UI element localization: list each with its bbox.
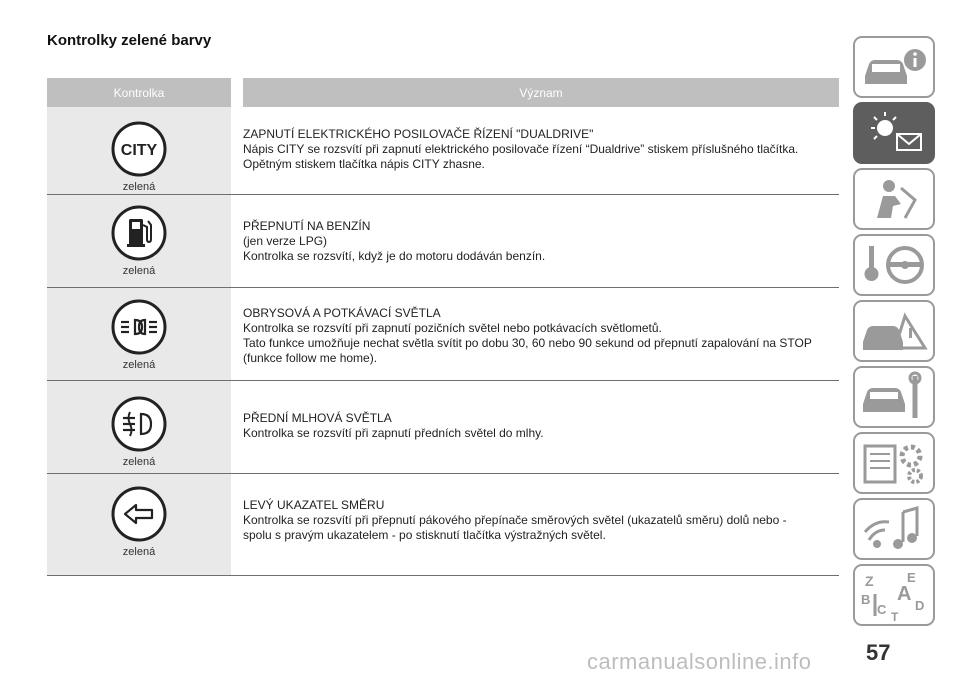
color-label: zelená	[122, 456, 156, 468]
description-line: (jen verze LPG)	[243, 234, 328, 248]
page-title: Kontrolky zelené barvy	[47, 32, 212, 49]
tab-car-accident[interactable]	[853, 300, 935, 362]
multimedia-icon	[855, 500, 933, 558]
description-title: PŘEPNUTÍ NA BENZÍN	[243, 219, 371, 233]
description-title: ZAPNUTÍ ELEKTRICKÉHO POSILOVAČE ŘÍZENÍ "DUALDRIVE"	[243, 127, 594, 141]
alphabetical-index-icon	[855, 566, 933, 624]
table-row	[47, 195, 839, 288]
index-letter: T	[891, 610, 899, 624]
index-letter: C	[877, 602, 887, 617]
steering-wheel-key-icon	[855, 236, 933, 294]
city-icon-text: CITY	[120, 142, 158, 159]
description-line: Kontrolka se rozsvítí při přepnutí pákového přepínače směrových světel (ukazatelů směru) dolů nebo -	[243, 513, 787, 527]
car-info-icon	[855, 38, 933, 96]
table-row	[47, 381, 839, 474]
description-cell	[231, 195, 839, 287]
index-letter: E	[907, 570, 916, 585]
color-label: zelená	[122, 359, 156, 371]
icon-cell	[47, 195, 231, 287]
description-title: OBRYSOVÁ A POTKÁVACÍ SVĚTLA	[243, 306, 441, 320]
header-vyznam: Význam	[243, 78, 839, 107]
page-number: 57	[866, 640, 891, 665]
warning-lights-icon	[855, 104, 933, 162]
color-label: zelená	[122, 546, 156, 558]
front-fog-light-icon	[109, 394, 169, 454]
table-row	[47, 107, 839, 195]
tab-steering-wheel-key[interactable]	[853, 234, 935, 296]
city-icon	[109, 119, 169, 179]
color-label: zelená	[122, 181, 156, 193]
index-letter: D	[915, 598, 925, 613]
description-cell	[231, 474, 839, 575]
low-beam-headlight-icon	[109, 297, 169, 357]
description-line: (funkce follow me home).	[243, 351, 378, 365]
fuel-pump-icon	[109, 203, 169, 263]
watermark: carmanualsonline.info	[587, 649, 812, 674]
description-line: Kontrolka se rozsvítí, když je do motoru dodáván benzín.	[243, 249, 546, 263]
icon-cell	[47, 474, 231, 575]
tab-warning-lights[interactable]	[853, 102, 935, 164]
table-row	[47, 288, 839, 381]
description-line: Opětným stiskem tlačítka nápis CITY zhasne.	[243, 157, 485, 171]
description-title: PŘEDNÍ MLHOVÁ SVĚTLA	[243, 411, 392, 425]
tab-passenger-safety[interactable]	[853, 168, 935, 230]
description-line: Kontrolka se rozsvítí při zapnutí předních světel do mlhy.	[243, 426, 544, 440]
icon-cell	[47, 381, 231, 473]
tab-car-info[interactable]	[853, 36, 935, 98]
warning-lights-table	[47, 78, 839, 576]
table-header	[47, 78, 839, 107]
table-row	[47, 474, 839, 576]
description-title: LEVÝ UKAZATEL SMĚRU	[243, 498, 385, 512]
passenger-safety-icon	[855, 170, 933, 228]
description-cell	[231, 381, 839, 473]
header-kontrolka: Kontrolka	[47, 78, 231, 107]
car-accident-icon	[855, 302, 933, 360]
description-cell	[231, 288, 839, 380]
description-line: Nápis CITY se rozsvítí při zapnutí elektrického posilovače řízení “Dualdrive” stiskem příslušného tlačítka.	[243, 142, 799, 156]
description-line: Tato funkce umožňuje nechat světla svítit po dobu 30, 60 nebo 90 sekund od přepnutí zapalování na STOP	[243, 336, 812, 350]
description-cell	[231, 107, 839, 194]
index-letter: Z	[865, 573, 874, 589]
index-letter: B	[861, 592, 871, 607]
description-line: Kontrolka se rozsvítí při zapnutí pozičních světel nebo potkávacích světlometů.	[243, 321, 662, 335]
description-line: spolu s pravým ukazatelem - po stisknutí tlačítka výstražných světel.	[243, 528, 606, 542]
technical-data-icon	[855, 434, 933, 492]
car-maintenance-icon	[855, 368, 933, 426]
left-turn-signal-icon	[109, 484, 169, 544]
tab-alphabetical-index[interactable]	[853, 564, 935, 626]
tab-technical-data[interactable]	[853, 432, 935, 494]
icon-cell	[47, 288, 231, 380]
tab-car-maintenance[interactable]	[853, 366, 935, 428]
color-label: zelená	[122, 265, 156, 277]
icon-cell	[47, 107, 231, 194]
tab-multimedia[interactable]	[853, 498, 935, 560]
index-letter: A	[897, 583, 912, 605]
